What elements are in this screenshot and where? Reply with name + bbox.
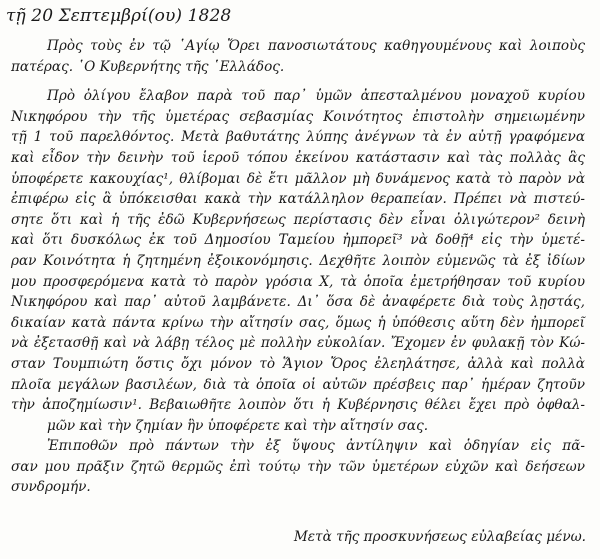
paragraph1-line: νὰ ἐξετασθῇ καὶ νὰ λάβῃ τέλος μὲ πολλὴν εὐκολίαν. Ἔχομεν ἐν φυλακῇ τὸν Κώ- [11,335,585,352]
paragraph1-line: καὶ εἶδον τὴν δεινὴν τοῦ ἱεροῦ τόπου ἐκείνου κατάστασιν καὶ τὰς πολλὰς ἃς [11,149,585,166]
paragraph1-line: σταν Τουμπιώτη ὅστις ὄχι μόνον τὸ Ἅγιον Ὄρος ἐλεηλάτησε, ἀλλὰ καὶ πολλὰ [11,355,585,372]
paragraph1-line: μῶν καὶ τὴν ζημίαν ἣν ὑποφέρετε καὶ τὴν αἴτησίν σας. [47,417,429,434]
paragraph1-line: Πρὸ ὀλίγου ἔλαβον παρὰ τοῦ παρ᾽ ὑμῶν ἀπεσταλμένου μοναχοῦ κυρίου [47,88,585,105]
paragraph2-line: σαν μου πρᾶξιν ζητῶ θερμῶς ἐπὶ τούτῳ τὴν τῶν ὑμετέρων εὐχῶν καὶ δεήσεων [11,458,585,475]
paragraph1-line: καὶ ὅτι δυσκόλως ἐκ τοῦ Δημοσίου Ταμείου ἠμπορεῖ³ νὰ δοθῇ⁴ εἰς τὴν ὑμετέ- [11,232,585,249]
letter-body [11,36,585,498]
closing-line: Μετὰ τῆς προσκυνήσεως εὐλαβείας μένω. [293,529,586,545]
paragraph1-line: τῇ 1 τοῦ παρελθόντος. Μετὰ βαθυτάτης λύπης ἀνέγνων τὰ ἐν αὐτῇ γραφόμενα [11,129,585,146]
address-line: πατέρας. ῾Ο Κυβερνήτης τῆς ῾Ελλάδος. [11,58,285,75]
paragraph-gap [11,77,585,86]
paragraph1-line: δικαίαν κατὰ πάντα κρίνω τὴν αἴτησίν σας, ὅμως ἡ ὑπόθεσις αὕτη δὲν ἠμπορεῖ [11,314,585,331]
paragraph1-line: σητε ὅτι καὶ ἡ τῆς ἐδῶ Κυβερνήσεως περίστασις δὲν εἶναι ὀλιγώτερον² δεινὴ [11,211,585,228]
letter-date: τῇ 20 Σεπτεμβρί(ου) 1828 [6,6,232,26]
paragraph1-line: Νικηφόρου τὴν τῆς ὑμετέρας σεβασμίας Κοινότητος ἐπιστολὴν σημειωμένην [11,108,585,125]
paragraph1-line: ἐπιφέρω εἰς ἃ ὑπόκεισθαι κακὰ τὴν κατάλληλον θεραπείαν. Πρέπει νὰ πιστεύ- [11,191,585,208]
paragraph1-line: τὴν ἀποζημίωσιν¹. Βεβαιωθῆτε λοιπὸν ὅτι ἡ Κυβέρνησις θέλει ἔχει πρὸ ὀφθαλ- [11,397,585,414]
address-line: Πρὸς τοὺς ἐν τῷ ῾Αγίῳ Ὄρει πανοσιωτάτους καθηγουμένους καὶ λοιποὺς [47,38,585,54]
paragraph1-line: πλοῖα μεγάλων βασιλέων, διὰ τὰ ὁποῖα οἱ αὐτῶν πρέσβεις παρ᾽ ἡμέραν ζητοῦν [11,376,585,393]
paragraph2-line: Ἐπιποθῶν πρὸ πάντων τὴν ἐξ ὕψους ἀντίληψιν καὶ ὁδηγίαν εἰς πᾶ- [47,438,585,455]
paragraph2-line: συνδρομήν. [11,479,91,496]
paragraph1-line: ὑποφέρετε κακουχίας¹, θλίβομαι δὲ ἔτι μᾶλλον μὴ δυνάμενος κατὰ τὸ παρὸν νὰ [11,170,585,187]
paragraph1-line: ραν Κοινότητα ἡ ζητημένη ἐξοικονόμησις. Δεχθῆτε λοιπὸν εὐμενῶς τὰ ἐξ ἰδίων [11,252,585,269]
paragraph1-line: Νικηφόρου καὶ παρ᾽ αὐτοῦ λαμβάνετε. Δι᾽ ὅσα δὲ ἀναφέρετε διὰ τοὺς λῃστάς, [11,294,585,311]
paragraph1-line: μου προσφερόμενα κατὰ τὸ παρὸν γρόσια Χ, τὰ ὁποῖα ἐμετρήθησαν τοῦ κυρίου [11,273,585,290]
